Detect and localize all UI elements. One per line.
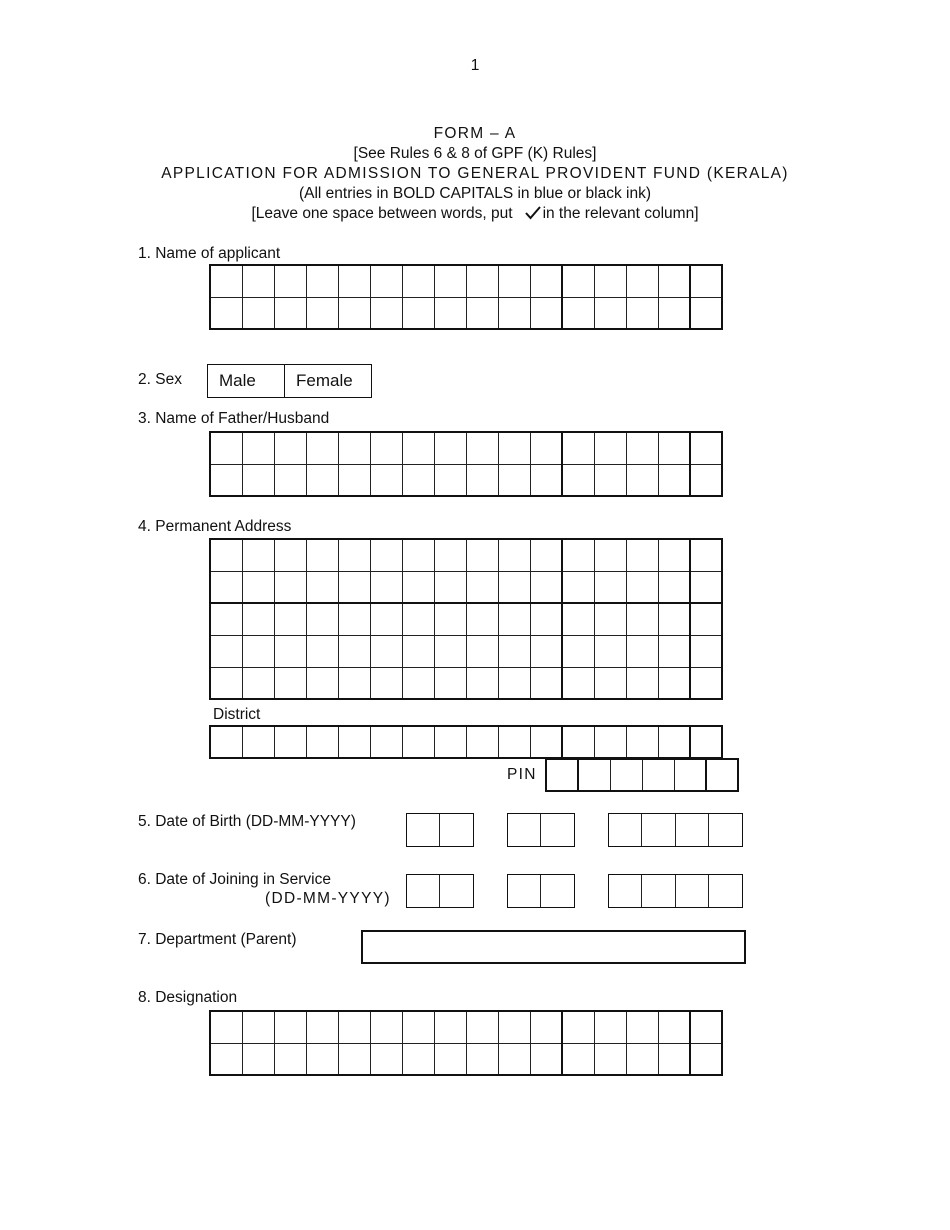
- char-box[interactable]: [210, 539, 242, 571]
- entries-note: (All entries in BOLD CAPITALS in blue or black ink): [298, 185, 652, 202]
- sex-option-male[interactable]: Male: [207, 364, 285, 398]
- dob-year-boxes[interactable]: [608, 813, 743, 847]
- char-box[interactable]: [306, 297, 338, 329]
- char-box[interactable]: [562, 1043, 594, 1075]
- char-box[interactable]: [210, 464, 242, 496]
- char-box[interactable]: [370, 464, 402, 496]
- char-box[interactable]: [434, 603, 466, 635]
- char-box[interactable]: [498, 667, 530, 699]
- char-box[interactable]: [242, 1043, 274, 1075]
- char-box[interactable]: [562, 265, 594, 297]
- char-box[interactable]: [594, 667, 626, 699]
- char-box[interactable]: [626, 571, 658, 603]
- char-box[interactable]: [658, 1011, 690, 1043]
- char-box[interactable]: [242, 726, 274, 758]
- char-box[interactable]: [530, 1011, 562, 1043]
- char-box[interactable]: [690, 297, 722, 329]
- char-box[interactable]: [306, 1043, 338, 1075]
- char-box[interactable]: [274, 726, 306, 758]
- char-box[interactable]: [530, 432, 562, 464]
- char-box[interactable]: [690, 265, 722, 297]
- char-box[interactable]: [690, 667, 722, 699]
- designation-label: 8. Designation: [138, 989, 238, 1006]
- char-box[interactable]: [530, 539, 562, 571]
- char-box[interactable]: [242, 635, 274, 667]
- char-box[interactable]: [658, 667, 690, 699]
- char-box[interactable]: [242, 464, 274, 496]
- char-box[interactable]: [242, 571, 274, 603]
- char-box[interactable]: [466, 667, 498, 699]
- char-box[interactable]: [402, 635, 434, 667]
- char-box[interactable]: [210, 297, 242, 329]
- char-box[interactable]: [274, 667, 306, 699]
- char-box[interactable]: [338, 603, 370, 635]
- char-box[interactable]: [466, 726, 498, 758]
- pin-label: PIN: [507, 766, 537, 783]
- dob-day-boxes[interactable]: [406, 813, 474, 847]
- department-label: 7. Department (Parent): [138, 931, 297, 948]
- char-box[interactable]: [658, 603, 690, 635]
- char-box[interactable]: [210, 667, 242, 699]
- char-box[interactable]: [690, 1011, 722, 1043]
- char-box[interactable]: [210, 635, 242, 667]
- char-box[interactable]: [370, 571, 402, 603]
- char-box[interactable]: [370, 1011, 402, 1043]
- char-box[interactable]: [434, 726, 466, 758]
- char-box[interactable]: [562, 539, 594, 571]
- char-box[interactable]: [690, 432, 722, 464]
- char-box[interactable]: [210, 726, 242, 758]
- char-box[interactable]: [610, 759, 642, 791]
- char-box[interactable]: [562, 1011, 594, 1043]
- char-box[interactable]: [274, 297, 306, 329]
- char-box[interactable]: [466, 1043, 498, 1075]
- char-box[interactable]: [626, 726, 658, 758]
- char-box[interactable]: [242, 297, 274, 329]
- char-box[interactable]: [594, 726, 626, 758]
- char-box[interactable]: [594, 297, 626, 329]
- char-box[interactable]: [690, 603, 722, 635]
- char-box[interactable]: [626, 432, 658, 464]
- char-box[interactable]: [530, 635, 562, 667]
- char-box[interactable]: [370, 539, 402, 571]
- char-box[interactable]: [434, 635, 466, 667]
- char-box[interactable]: [274, 1011, 306, 1043]
- char-box[interactable]: [530, 297, 562, 329]
- char-box[interactable]: [626, 635, 658, 667]
- sex-label: 2. Sex: [138, 371, 182, 388]
- dob-label: 5. Date of Birth (DD-MM-YYYY): [138, 813, 356, 830]
- char-box[interactable]: [498, 635, 530, 667]
- char-box[interactable]: [242, 432, 274, 464]
- doj-year-boxes[interactable]: [608, 874, 743, 908]
- address-label: 4. Permanent Address: [138, 518, 292, 535]
- dob-month-boxes[interactable]: [507, 813, 575, 847]
- checkmark-icon: [525, 206, 541, 224]
- char-box[interactable]: [242, 667, 274, 699]
- char-box[interactable]: [690, 635, 722, 667]
- char-box[interactable]: [242, 265, 274, 297]
- char-box[interactable]: [274, 265, 306, 297]
- char-box[interactable]: [402, 667, 434, 699]
- char-box[interactable]: [306, 539, 338, 571]
- char-box[interactable]: [466, 539, 498, 571]
- char-box[interactable]: [434, 1011, 466, 1043]
- char-box[interactable]: [434, 539, 466, 571]
- char-box[interactable]: [338, 635, 370, 667]
- char-box[interactable]: [690, 571, 722, 603]
- char-box[interactable]: [642, 759, 674, 791]
- char-box[interactable]: [498, 297, 530, 329]
- char-box[interactable]: [434, 464, 466, 496]
- char-box[interactable]: [370, 635, 402, 667]
- char-box[interactable]: [594, 539, 626, 571]
- char-box[interactable]: [498, 603, 530, 635]
- char-box[interactable]: [402, 571, 434, 603]
- char-box[interactable]: [242, 1011, 274, 1043]
- instruction-prefix: [Leave one space between words, put: [251, 205, 513, 222]
- char-box[interactable]: [498, 726, 530, 758]
- char-box[interactable]: [274, 464, 306, 496]
- char-box[interactable]: [530, 667, 562, 699]
- char-box[interactable]: [210, 603, 242, 635]
- char-box[interactable]: [210, 571, 242, 603]
- designation-grid: [209, 1010, 723, 1076]
- char-box[interactable]: [530, 726, 562, 758]
- char-box[interactable]: [274, 603, 306, 635]
- char-box[interactable]: [434, 432, 466, 464]
- char-box[interactable]: [210, 1011, 242, 1043]
- char-box[interactable]: [546, 759, 578, 791]
- char-box[interactable]: [466, 571, 498, 603]
- name-label: 1. Name of applicant: [138, 245, 281, 262]
- char-box[interactable]: [466, 432, 498, 464]
- char-box[interactable]: [562, 432, 594, 464]
- char-box[interactable]: [690, 539, 722, 571]
- form-title: FORM – A: [433, 125, 517, 142]
- char-box[interactable]: [658, 539, 690, 571]
- char-box[interactable]: [530, 265, 562, 297]
- char-box[interactable]: [658, 464, 690, 496]
- district-label: District: [213, 706, 261, 723]
- char-box[interactable]: [370, 667, 402, 699]
- char-box[interactable]: [658, 726, 690, 758]
- sex-option-female[interactable]: Female: [284, 364, 372, 398]
- char-box[interactable]: [706, 759, 738, 791]
- char-box[interactable]: [498, 571, 530, 603]
- char-box[interactable]: [402, 432, 434, 464]
- char-box[interactable]: [578, 759, 610, 791]
- char-box[interactable]: [690, 1043, 722, 1075]
- char-box[interactable]: [562, 726, 594, 758]
- char-box[interactable]: [562, 297, 594, 329]
- father-grid: [209, 431, 723, 497]
- char-box[interactable]: [274, 571, 306, 603]
- doj-day-boxes[interactable]: [406, 874, 474, 908]
- char-box[interactable]: [306, 1011, 338, 1043]
- char-box[interactable]: [658, 571, 690, 603]
- char-box[interactable]: [498, 1011, 530, 1043]
- char-box[interactable]: [562, 667, 594, 699]
- char-box[interactable]: [466, 297, 498, 329]
- char-box[interactable]: [530, 571, 562, 603]
- char-box[interactable]: [402, 539, 434, 571]
- application-title: APPLICATION FOR ADMISSION TO GENERAL PROVIDENT FUND (KERALA): [161, 165, 789, 182]
- char-box[interactable]: [370, 603, 402, 635]
- char-box[interactable]: [658, 432, 690, 464]
- char-box[interactable]: [466, 464, 498, 496]
- char-box[interactable]: [338, 1011, 370, 1043]
- char-box[interactable]: [402, 1043, 434, 1075]
- pin-grid: [545, 758, 739, 792]
- char-box[interactable]: [626, 1011, 658, 1043]
- char-box[interactable]: [626, 1043, 658, 1075]
- char-box[interactable]: [338, 265, 370, 297]
- char-box[interactable]: [466, 635, 498, 667]
- char-box[interactable]: [530, 464, 562, 496]
- char-box[interactable]: [242, 603, 274, 635]
- char-box[interactable]: [274, 1043, 306, 1075]
- char-box[interactable]: [626, 667, 658, 699]
- father-label: 3. Name of Father/Husband: [138, 410, 330, 427]
- char-box[interactable]: [594, 1043, 626, 1075]
- district-grid: [209, 725, 723, 759]
- char-box[interactable]: [658, 635, 690, 667]
- char-box[interactable]: [274, 432, 306, 464]
- department-input[interactable]: [361, 930, 746, 964]
- char-box[interactable]: [690, 464, 722, 496]
- char-box[interactable]: [434, 667, 466, 699]
- char-box[interactable]: [210, 1043, 242, 1075]
- char-box[interactable]: [690, 726, 722, 758]
- char-box[interactable]: [274, 539, 306, 571]
- char-box[interactable]: [370, 1043, 402, 1075]
- char-box[interactable]: [594, 603, 626, 635]
- char-box[interactable]: [466, 265, 498, 297]
- char-box[interactable]: [434, 297, 466, 329]
- char-box[interactable]: [402, 1011, 434, 1043]
- char-box[interactable]: [338, 726, 370, 758]
- char-box[interactable]: [306, 265, 338, 297]
- char-box[interactable]: [562, 603, 594, 635]
- char-box[interactable]: [306, 667, 338, 699]
- char-box[interactable]: [402, 464, 434, 496]
- char-box[interactable]: [498, 464, 530, 496]
- char-box[interactable]: [338, 1043, 370, 1075]
- char-box[interactable]: [402, 297, 434, 329]
- char-box[interactable]: [370, 265, 402, 297]
- char-box[interactable]: [306, 571, 338, 603]
- char-box[interactable]: [562, 464, 594, 496]
- char-box[interactable]: [498, 432, 530, 464]
- char-box[interactable]: [306, 635, 338, 667]
- name-grid: [209, 264, 723, 330]
- doj-format: (DD-MM-YYYY): [265, 890, 391, 907]
- char-box[interactable]: [338, 432, 370, 464]
- char-box[interactable]: [562, 571, 594, 603]
- char-box[interactable]: [674, 759, 706, 791]
- char-box[interactable]: [658, 297, 690, 329]
- char-box[interactable]: [338, 571, 370, 603]
- char-box[interactable]: [626, 603, 658, 635]
- rules-reference: [See Rules 6 & 8 of GPF (K) Rules]: [353, 145, 597, 162]
- char-box[interactable]: [306, 726, 338, 758]
- char-box[interactable]: [242, 539, 274, 571]
- char-box[interactable]: [530, 1043, 562, 1075]
- address-grid: [209, 538, 723, 700]
- char-box[interactable]: [434, 571, 466, 603]
- doj-month-boxes[interactable]: [507, 874, 575, 908]
- char-box[interactable]: [370, 297, 402, 329]
- char-box[interactable]: [466, 603, 498, 635]
- char-box[interactable]: [402, 603, 434, 635]
- char-box[interactable]: [466, 1011, 498, 1043]
- char-box[interactable]: [594, 635, 626, 667]
- char-box[interactable]: [594, 432, 626, 464]
- page-number: 1: [470, 57, 480, 74]
- instruction-suffix: in the relevant column]: [542, 205, 699, 222]
- char-box[interactable]: [626, 464, 658, 496]
- char-box[interactable]: [626, 539, 658, 571]
- char-box[interactable]: [594, 265, 626, 297]
- char-box[interactable]: [658, 1043, 690, 1075]
- char-box[interactable]: [306, 603, 338, 635]
- char-box[interactable]: [338, 297, 370, 329]
- char-box[interactable]: [370, 432, 402, 464]
- char-box[interactable]: [402, 726, 434, 758]
- char-box[interactable]: [594, 464, 626, 496]
- char-box[interactable]: [498, 1043, 530, 1075]
- char-box[interactable]: [434, 265, 466, 297]
- char-box[interactable]: [658, 265, 690, 297]
- doj-label: 6. Date of Joining in Service: [138, 871, 331, 888]
- char-box[interactable]: [530, 603, 562, 635]
- char-box[interactable]: [338, 667, 370, 699]
- char-box[interactable]: [370, 726, 402, 758]
- char-box[interactable]: [498, 265, 530, 297]
- instruction-line: [0, 206, 950, 224]
- char-box[interactable]: [306, 432, 338, 464]
- char-box[interactable]: [626, 297, 658, 329]
- char-box[interactable]: [306, 464, 338, 496]
- char-box[interactable]: [626, 265, 658, 297]
- char-box[interactable]: [434, 1043, 466, 1075]
- char-box[interactable]: [274, 635, 306, 667]
- char-box[interactable]: [210, 265, 242, 297]
- char-box[interactable]: [210, 432, 242, 464]
- char-box[interactable]: [498, 539, 530, 571]
- char-box[interactable]: [562, 635, 594, 667]
- char-box[interactable]: [338, 539, 370, 571]
- char-box[interactable]: [594, 1011, 626, 1043]
- char-box[interactable]: [402, 265, 434, 297]
- char-box[interactable]: [338, 464, 370, 496]
- char-box[interactable]: [594, 571, 626, 603]
